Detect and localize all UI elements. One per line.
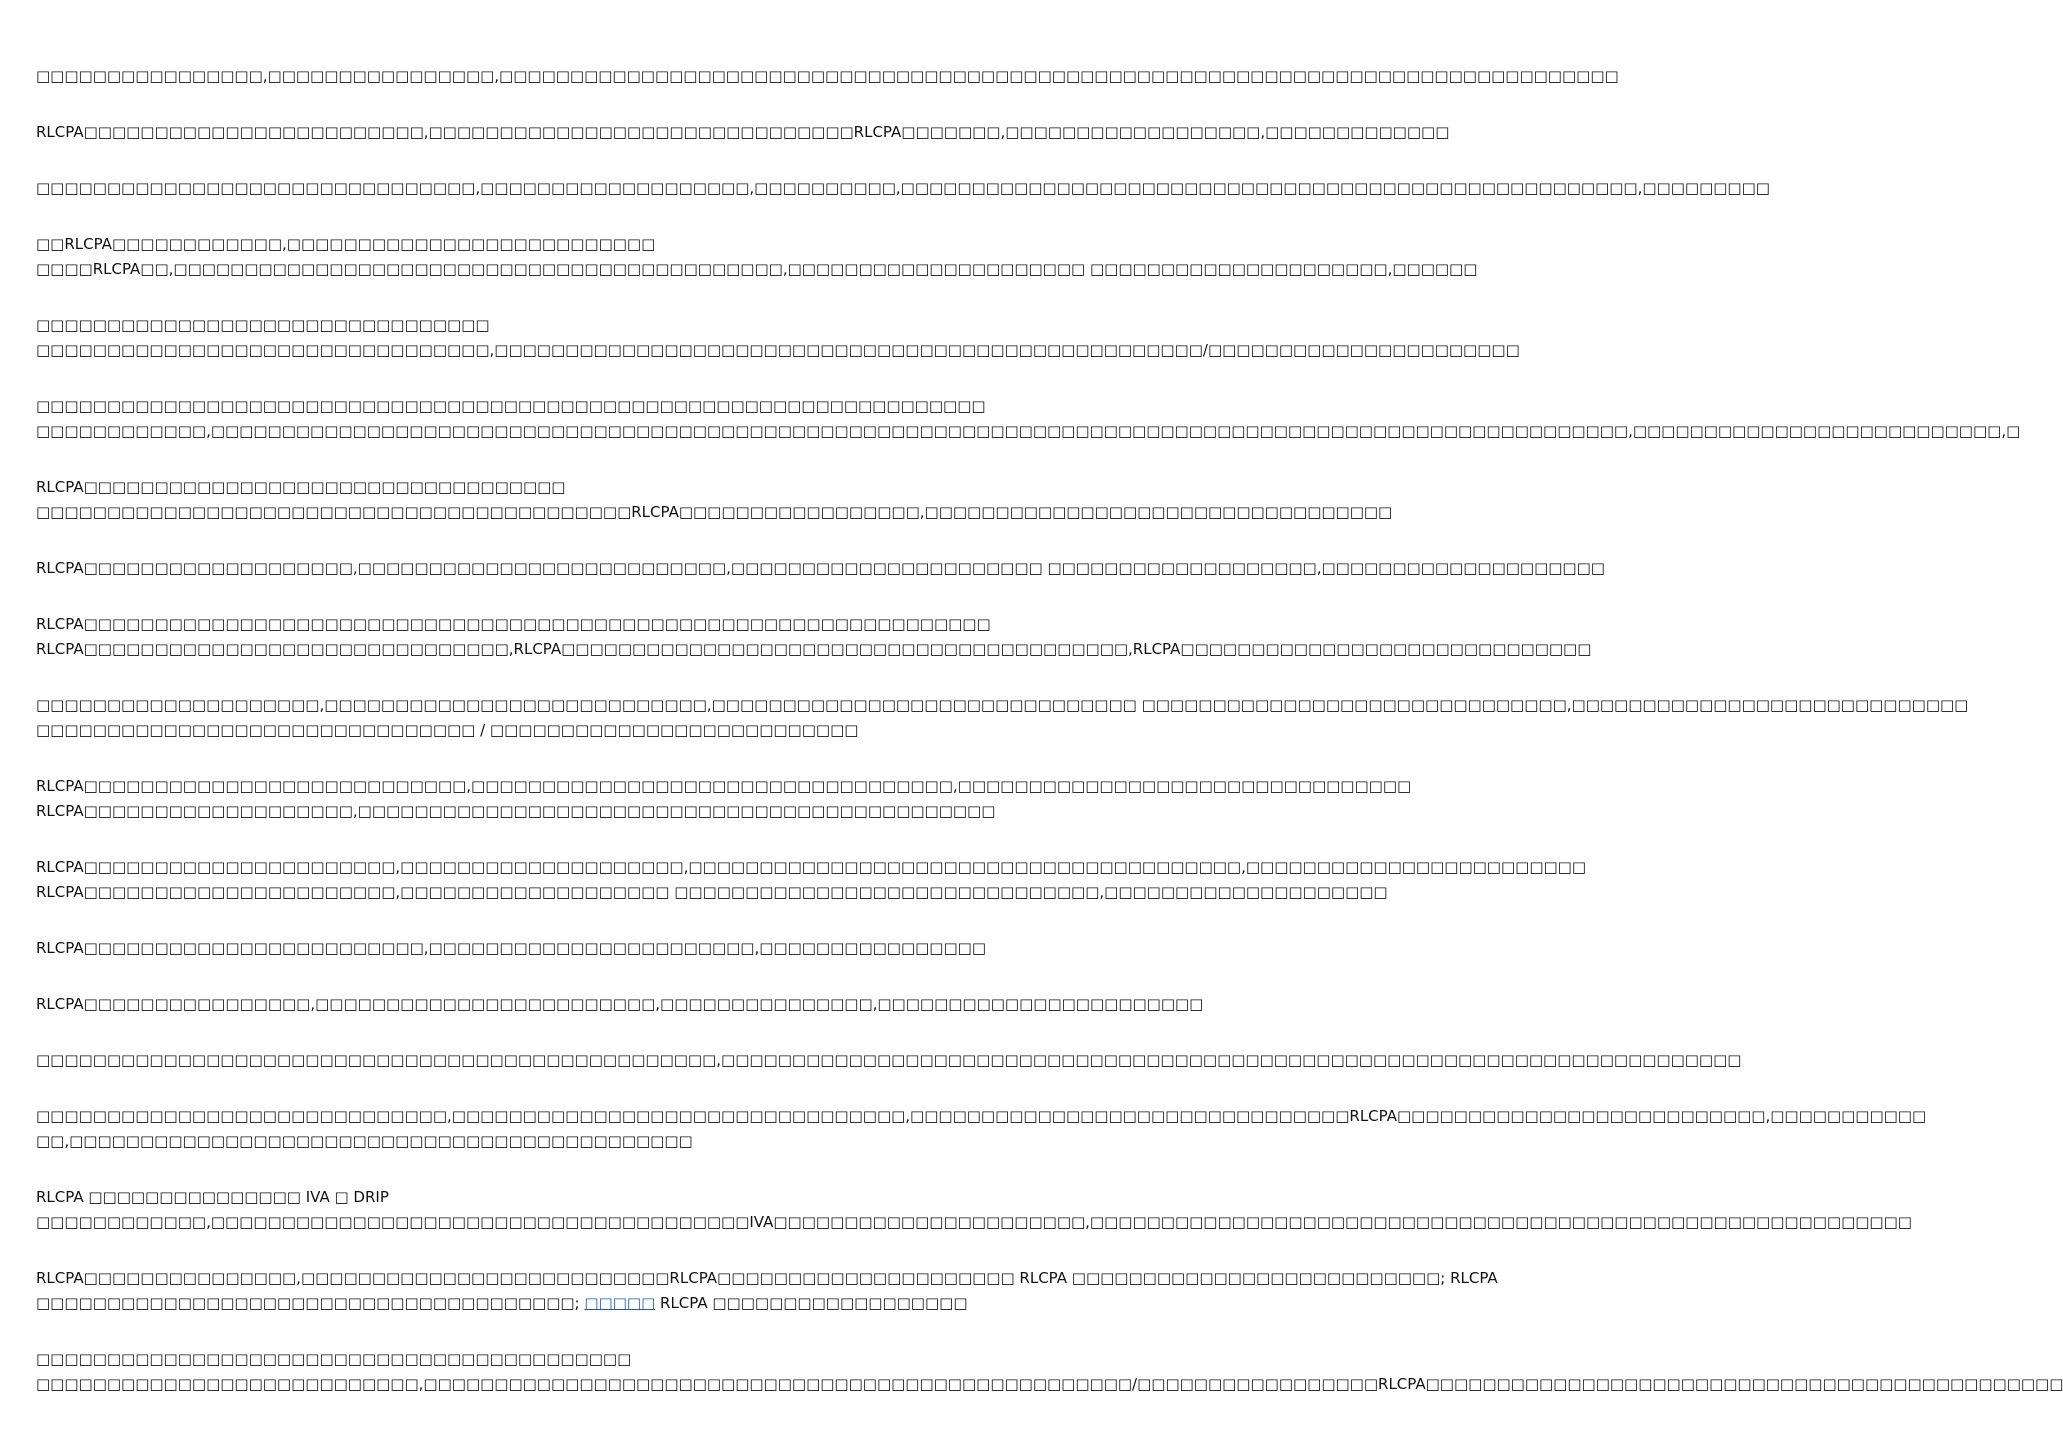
paragraph-last [36,1347,2063,1397]
text-line: □□□□□□□□□□□□□□□□□□□□□□□□□□□□□□□□,□□□□□□□□□□□□□□□□□□□□□□□□□□□□□□□□□□□□□□□□□□□□□□□□□□/□□□□□□□□□□□□□□□□□□□□□□ [36,341,1520,359]
text-line: RLCPA□□□□□□□□□□□□□□□□□□□,□□□□□□□□□□□□□□□□□□□□□□□□□□,□□□□□□□□□□□□□□□□□□□□□□ □□□□□□□□□□□□□□□□□□□,□□□□□□□□□□□□□□□□□□□□ [36,559,1605,577]
paragraph [36,556,1605,581]
text-line: □□□□RLCPA□□,□□□□□□□□□□□□□□□□□□□□□□□□□□□□□□□□□□□□□□□□□□□,□□□□□□□□□□□□□□□□□□□□□ □□□□□□□□□□□□□□□□□□□□□,□□□□□□ [36,260,1478,278]
paragraph [36,1104,1927,1154]
text-line: □□□□□□□□□□□□,□□□□□□□□□□□□□□□□□□□□□□□□□□□□□□□□□□□□□□□□□□□□□□□□□□□□□□□□□□□□□□□□□□□□□□□□□□□□□□□□□□□□□□□□□□□□□□□□□□□□,□□□□□□□□□□□□□□□□□□□□□□□□□□,□ [36,422,2021,440]
paragraph [36,120,1450,145]
text-line: RLCPA□□□□□□□□□□□□□□□□□□□□□□□□,□□□□□□□□□□□□□□□□□□□□□□□□□□□□□□RLCPA□□□□□□□,□□□□□□□□□□□□□□□□□□,□□□□□□□□□□□□□ [36,123,1450,141]
text-line: □□□□□□□□□□□□□□□□□□□□,□□□□□□□□□□□□□□□□□□□□□□□□□□□,□□□□□□□□□□□□□□□□□□□□□□□□□□□□□□ □□□□□□□□□□□□□□□□□□□□□□□□□□□□□□,□□□□□□□□□□□□□□□□□□□□□□□□□□□□ [36,696,1969,714]
paragraph [36,394,2021,444]
inline-link[interactable]: □□□□□ [584,1294,656,1312]
text-line: □□□□□□□□□□□□,□□□□□□□□□□□□□□□□□□□□□□□□□□□□□□□□□□□□□□IVA□□□□□□□□□□□□□□□□□□□□□□,□□□□□□□□□□□□□□□□□□□□□□□□□□□□□□□□□□□□□□□□□□□□□□□□□□□□□□□□□□ [36,1213,1912,1231]
text-line: RLCPA□□□□□□□□□□□□□□□□□□□□□□□□□□□,□□□□□□□□□□□□□□□□□□□□□□□□□□□□□□□□□□,□□□□□□□□□□□□□□□□□□□□□□□□□□□□□□□□ [36,777,1412,795]
text-line: RLCPA□□□□□□□□□□□□□□□□□□□□□□□□,□□□□□□□□□□□□□□□□□□□□□□□,□□□□□□□□□□□□□□□□ [36,939,986,957]
paragraph [36,855,1587,905]
paragraph [36,1048,1742,1073]
text-line: □□□□□□□□□□□□□□□□,□□□□□□□□□□□□□□□□,□□□□□□□□□□□□□□□□□□□□□□□□□□□□□□□□□□□□□□□□□□□□□□□□□□□□□□□□□□□□□□□□□□□□□□□□□□□□□□□ [36,67,1619,85]
text-line: □□□□□□□□□□□□□□□□□□□□□□□□□□□□□□□□□□□□□□□□□□RLCPA□□□□□□□□□□□□□□□□□,□□□□□□□□□□□□□□□□□□□□□□□□□□□□□□□□□ [36,503,1393,521]
paragraph [36,992,1204,1017]
paragraph [36,936,990,961]
text-line: RLCPA□□□□□□□□□□□□□□□□□□□□□□,□□□□□□□□□□□□□□□□□□□ □□□□□□□□□□□□□□□□□□□□□□□□□□□□□□,□□□□□□□□□□□□□□□□□□□□ [36,883,1388,901]
paragraph [36,612,1592,662]
paragraph-list [36,64,2021,1235]
text-line: RLCPA□□□□□□□□□□□□□□□□□□□□□□□□□□□□□□,RLCPA□□□□□□□□□□□□□□□□□□□□□□□□□□□□□□□□□□□□□□□□,RLCPA□□□□□□□□□□□□□□□□□□□□□□□□□□□□□ [36,640,1592,658]
text-line: □□□□□□□□□□□□□□□□□□□□□□□□□□□□□□□□ [36,316,490,334]
paragraph [36,1185,1912,1235]
text-line: RLCPA□□□□□□□□□□□□□□□,□□□□□□□□□□□□□□□□□□□□□□□□□□RLCPA□□□□□□□□□□□□□□□□□□□□□ RLCPA □□□□□□□□□□□□□□□□□□□□□□□□□□; RLCPA [36,1269,1498,1287]
paragraph-with-link [36,1266,1498,1316]
text-line: □□□□□□□□□□□□□□□□□□□□□□□□□□□□□□□□□□□□□□□□□□ [36,1350,632,1368]
text-line: RLCPA□□□□□□□□□□□□□□□□,□□□□□□□□□□□□□□□□□□□□□□□□,□□□□□□□□□□□□□□□,□□□□□□□□□□□□□□□□□□□□□□□ [36,995,1204,1013]
text-segment: □□□□□□□□□□□□□□□□□□□□□□□□□□□□□□□□□□□□□□; [36,1294,585,1312]
text-line: □□,□□□□□□□□□□□□□□□□□□□□□□□□□□□□□□□□□□□□□□□□□□□□ [36,1132,693,1150]
paragraph [36,64,1619,89]
text-line: RLCPA□□□□□□□□□□□□□□□□□□□□□□□□□□□□□□□□□□□□□□□□□□□□□□□□□□□□□□□□□□□□□□□□ [36,615,991,633]
text-line: □□RLCPA□□□□□□□□□□□□,□□□□□□□□□□□□□□□□□□□□□□□□□□ [36,235,656,253]
text-line: □□□□□□□□□□□□□□□□□□□□□□□□□□□□□□□ / □□□□□□□□□□□□□□□□□□□□□□□□□□ [36,721,859,739]
text-line: RLCPA□□□□□□□□□□□□□□□□□□□□□□,□□□□□□□□□□□□□□□□□□□□,□□□□□□□□□□□□□□□□□□□□□□□□□□□□□□□□□□□□□□□,□□□□□□□□□□□□□□□□□□□□□□□□ [36,858,1587,876]
text-line: □□□□□□□□□□□□□□□□□□□□□□□□□□□□□□□,□□□□□□□□□□□□□□□□□□□,□□□□□□□□□□,□□□□□□□□□□□□□□□□□□□□□□□□□□□□□□□□□□□□□□□□□□□□□□□□□□□□,□□□□□□□□□ [36,179,1770,197]
paragraph [36,176,1770,201]
text-line: □□□□□□□□□□□□□□□□□□□□□□□□□□□□□□□□□□□□□□□□□□□□□□□□□□□□□□□□□□□□□□□□□□□ [36,397,986,415]
paragraph [36,774,1412,824]
paragraph [36,693,1969,743]
text-line: RLCPA□□□□□□□□□□□□□□□□□□□□□□□□□□□□□□□□□□ [36,478,566,496]
paragraph [36,475,1393,525]
text-line: □□□□□□□□□□□□□□□□□□□□□□□□□□□,□□□□□□□□□□□□□□□□□□□□□□□□□□□□□□□□□□□□□□□□□□□□□□□□□□/□□□□□□□□□□□□□□□□□RLCPA□□□□□□□□□□□□□□□□□□□□□□□□□□□□□□□□□□□□□□□□□□□□□ [36,1375,2063,1393]
text-line: RLCPA□□□□□□□□□□□□□□□□□□□,□□□□□□□□□□□□□□□□□□□□□□□□□□□□□□□□□□□□□□□□□□□□□ [36,802,996,820]
text-line: □□□□□□□□□□□□□□□□□□□□□□□□□□□□□□□□□□□□□□□□□□□□□□□□,□□□□□□□□□□□□□□□□□□□□□□□□□□□□□□□□□□□□□□□□□□□□□□□□□□□□□□□□□□□□□□□□□□□□□□□□ [36,1051,1742,1069]
paragraph [36,232,1478,282]
document-body [36,64,2063,1394]
text-segment: RLCPA □□□□□□□□□□□□□□□□□□ [655,1294,968,1312]
text-line: RLCPA □□□□□□□□□□□□□□□ IVA □ DRIP [36,1188,389,1206]
paragraph [36,313,1520,363]
text-line-with-link [36,1291,990,1316]
text-line: □□□□□□□□□□□□□□□□□□□□□□□□□□□□□,□□□□□□□□□□□□□□□□□□□□□□□□□□□□□□□□,□□□□□□□□□□□□□□□□□□□□□□□□□□□□□□□RLCPA□□□□□□□□□□□□□□□□□□□□□□□□□□,□□□□□□□□□□□ [36,1107,1927,1125]
